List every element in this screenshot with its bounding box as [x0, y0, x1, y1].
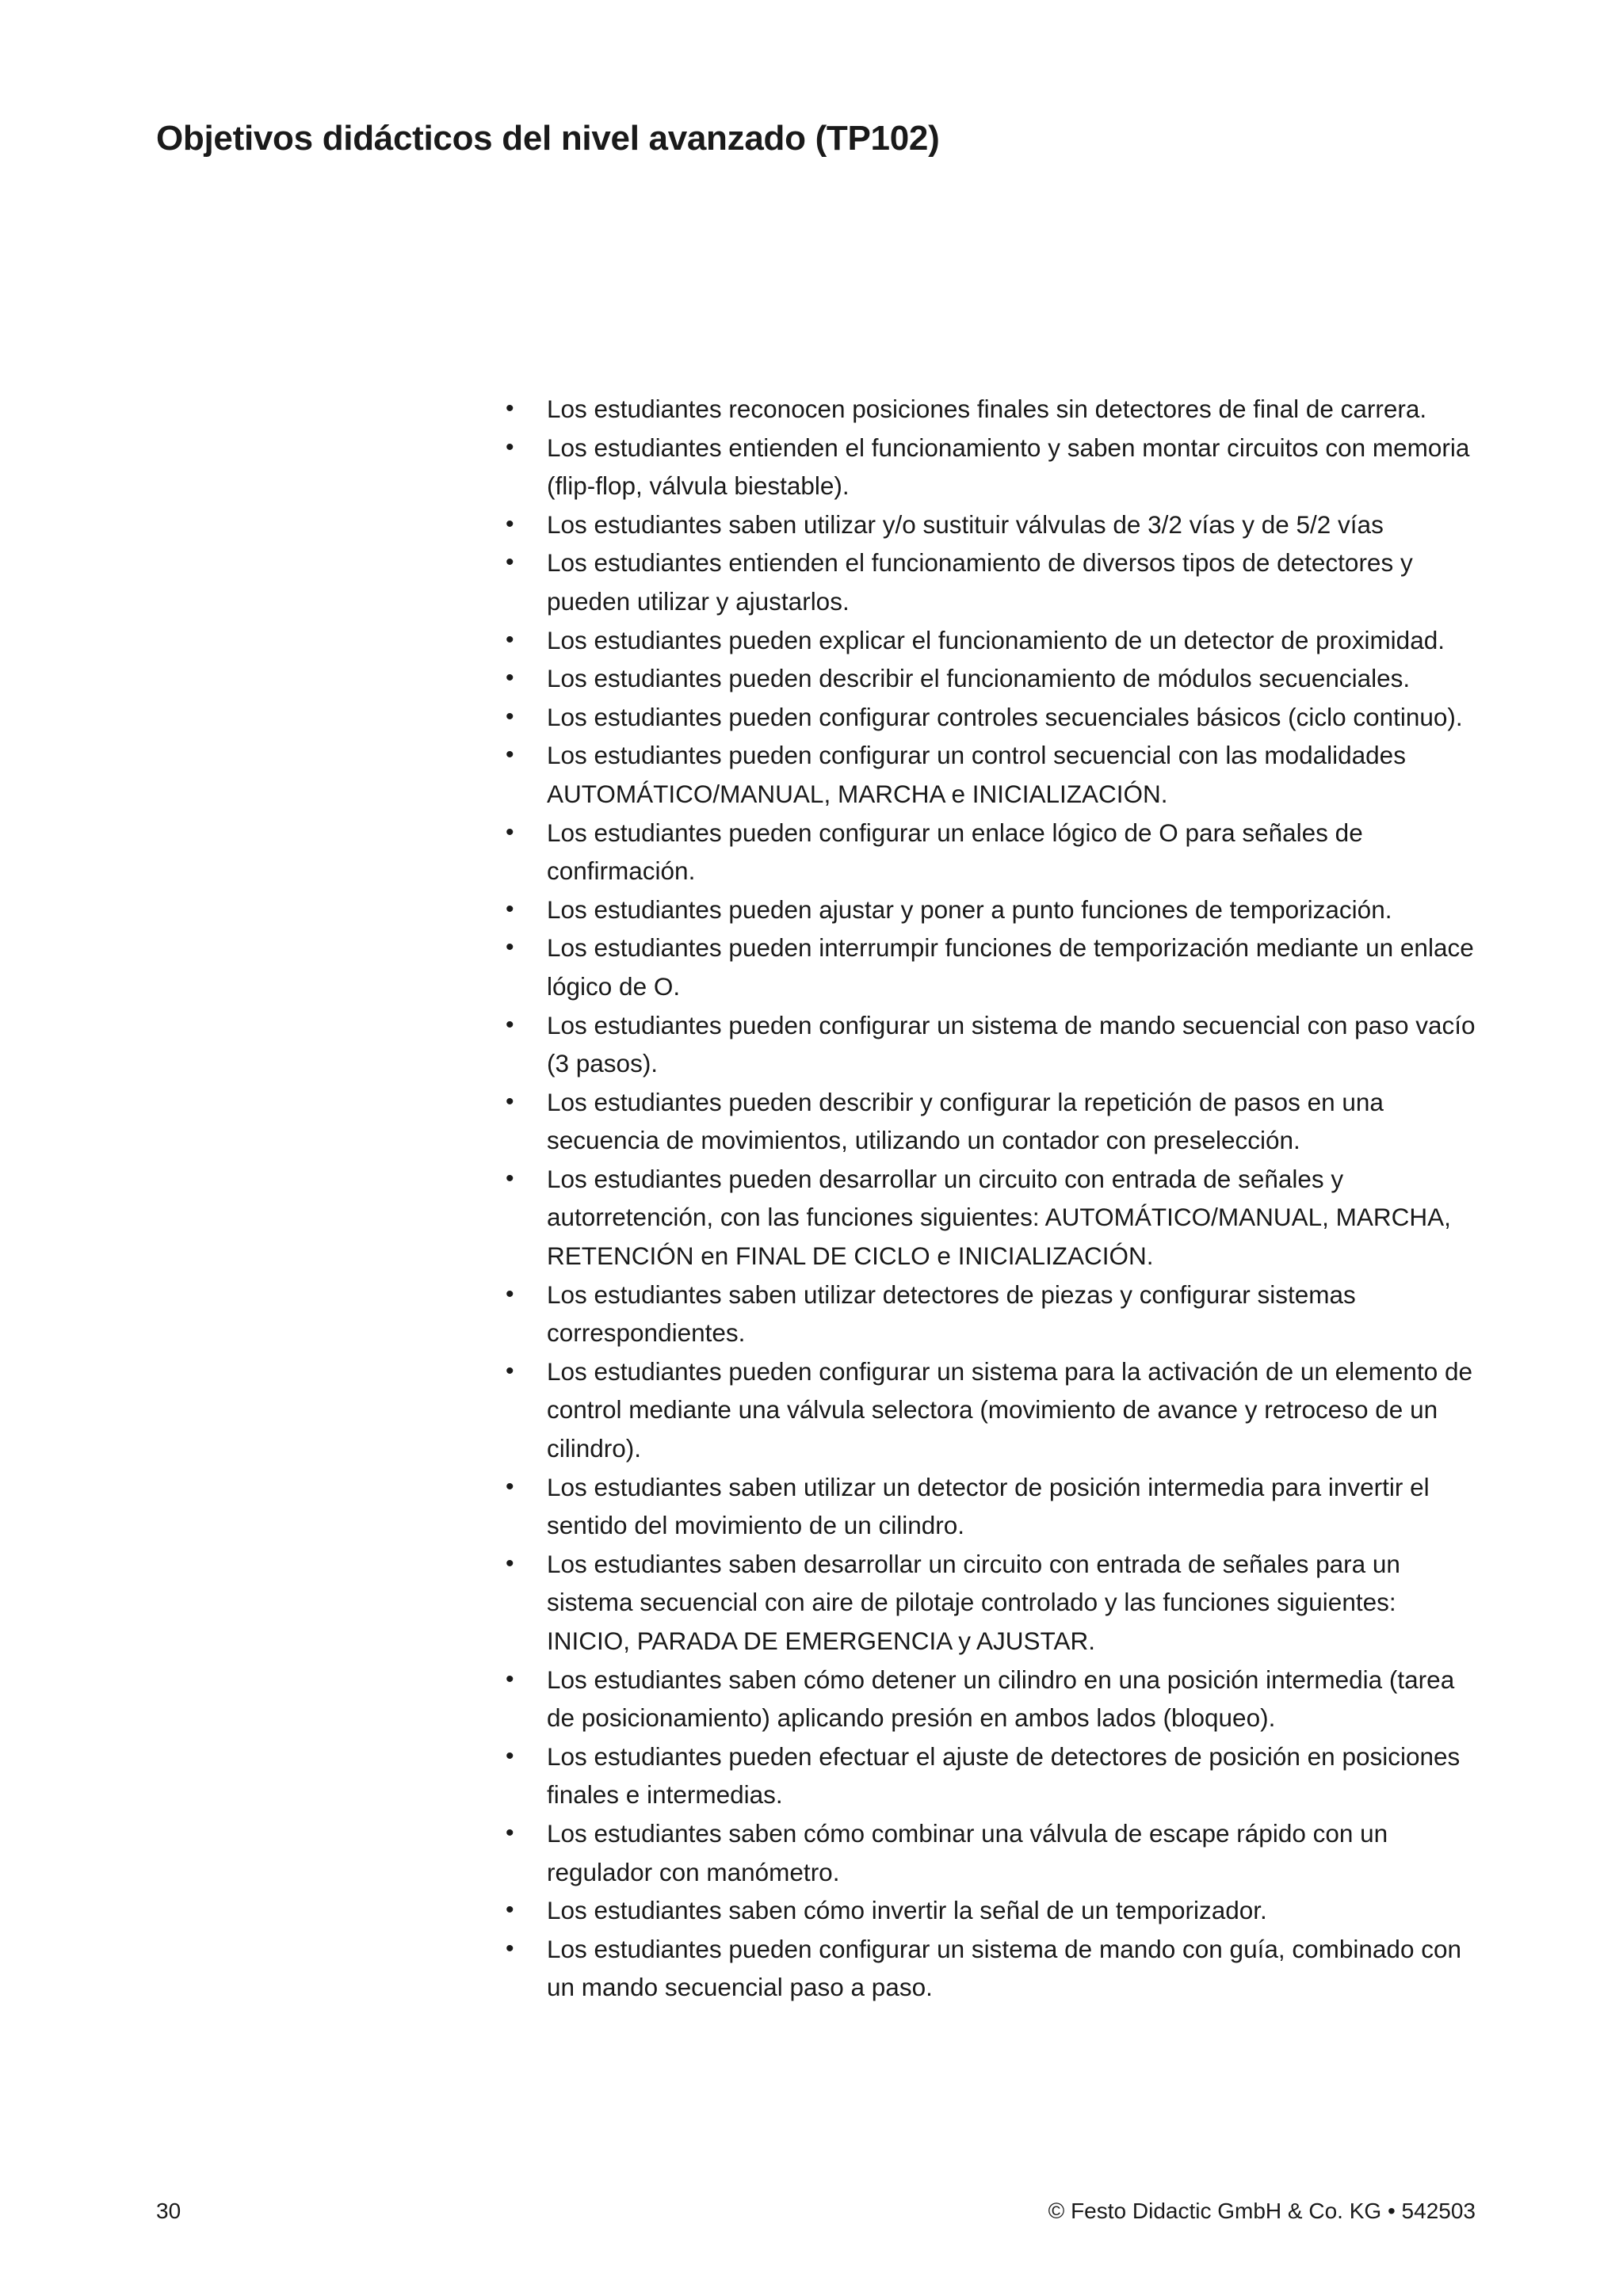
objective-text: Los estudiantes pueden explicar el funcionamiento de un detector de proximidad. [547, 625, 1445, 654]
objective-item [506, 1160, 1480, 1276]
bullet-icon: • [506, 1088, 514, 1115]
objective-text: Los estudiantes saben cómo combinar una válvula de escape rápido con un regulador con manómetro. [547, 1818, 1388, 1886]
objective-item [506, 1737, 1480, 1814]
objective-item [506, 1814, 1480, 1891]
objective-item [506, 1083, 1480, 1160]
objective-item [506, 1276, 1480, 1352]
objective-item [506, 429, 1480, 505]
objective-item [506, 1468, 1480, 1545]
bullet-icon: • [506, 1357, 514, 1384]
objective-text: Los estudiantes pueden configurar un enlace lógico de O para señales de confirmación. [547, 818, 1363, 886]
bullet-icon: • [506, 934, 514, 961]
objective-text: Los estudiantes pueden describir y configurar la repetición de pasos en una secuencia de movimientos, utilizando un contador con preselección. [547, 1087, 1384, 1155]
page-title: Objetivos didácticos del nivel avanzado (TP102) [156, 119, 940, 158]
objective-text: Los estudiantes pueden configurar un sistema para la activación de un elemento de control mediante una válvula selectora (movimiento de avance y retroceso de un cilindro). [547, 1356, 1473, 1463]
objective-text: Los estudiantes entienden el funcionamiento y saben montar circuitos con memoria (flip-flop, válvula biestable). [547, 433, 1470, 501]
bullet-icon: • [506, 1742, 514, 1769]
objective-item [506, 1352, 1480, 1468]
objective-item [506, 736, 1480, 813]
bullet-icon: • [506, 626, 514, 653]
objective-item [506, 1930, 1480, 2007]
objective-text: Los estudiantes pueden configurar un control secuencial con las modalidades AUTOMÁTICO/MANUAL, MARCHA e INICIALIZACIÓN. [547, 741, 1406, 808]
objective-text: Los estudiantes pueden interrumpir funciones de temporización mediante un enlace lógico de O. [547, 933, 1474, 1001]
objective-item [506, 698, 1480, 737]
objective-item [506, 390, 1480, 429]
bullet-icon: • [506, 665, 514, 692]
bullet-icon: • [506, 1550, 514, 1577]
objective-item [506, 1661, 1480, 1737]
objective-text: Los estudiantes saben utilizar un detector de posición intermedia para invertir el sentido del movimiento de un cilindro. [547, 1472, 1430, 1540]
bullet-icon: • [506, 742, 514, 769]
bullet-icon: • [506, 433, 514, 460]
objective-text: Los estudiantes pueden describir el funcionamiento de módulos secuenciales. [547, 664, 1411, 693]
bullet-icon: • [506, 703, 514, 730]
objective-text: Los estudiantes pueden desarrollar un circuito con entrada de señales y autorretención, con las funciones siguientes: AUTOMÁTICO/MANUAL, MARCHA, RETENCIÓN en FINAL DE CICLO e INICIALIZACIÓN. [547, 1164, 1451, 1271]
objective-text: Los estudiantes saben desarrollar un circuito con entrada de señales para un sistema secuencial con aire de pilotaje controlado y las funciones siguientes: INICIO, PARADA DE EMERGENCIA y AJUSTAR. [547, 1549, 1400, 1655]
bullet-icon: • [506, 895, 514, 922]
objective-text: Los estudiantes saben utilizar y/o sustituir válvulas de 3/2 vías y de 5/2 vías [547, 509, 1384, 539]
objective-text: Los estudiantes saben utilizar detectores de piezas y configurar sistemas correspondientes. [547, 1280, 1356, 1348]
bullet-icon: • [506, 1819, 514, 1846]
objective-text: Los estudiantes pueden configurar controles secuenciales básicos (ciclo continuo). [547, 702, 1463, 731]
bullet-icon: • [506, 1473, 514, 1500]
bullet-icon: • [506, 1011, 514, 1038]
copyright-notice: © Festo Didactic GmbH & Co. KG • 542503 [1048, 2199, 1476, 2223]
objective-item [506, 1006, 1480, 1083]
objective-item [506, 505, 1480, 544]
objectives-list [506, 390, 1480, 2007]
page-number: 30 [156, 2199, 181, 2223]
objective-item [506, 1891, 1480, 1930]
objective-item [506, 659, 1480, 698]
bullet-icon: • [506, 1935, 514, 1962]
bullet-icon: • [506, 510, 514, 537]
objective-item [506, 621, 1480, 660]
bullet-icon: • [506, 549, 514, 576]
objective-item [506, 891, 1480, 929]
bullet-icon: • [506, 1665, 514, 1692]
objective-text: Los estudiantes saben cómo detener un cilindro en una posición intermedia (tarea de posicionamiento) aplicando presión en ambos lados (bloqueo). [547, 1665, 1455, 1733]
objective-item [506, 814, 1480, 891]
objective-item [506, 543, 1480, 620]
objective-text: Los estudiantes pueden configurar un sistema de mando secuencial con paso vacío (3 pasos). [547, 1010, 1476, 1078]
objective-text: Los estudiantes saben cómo invertir la señal de un temporizador. [547, 1896, 1267, 1925]
objective-text: Los estudiantes pueden configurar un sistema de mando con guía, combinado con un mando secuencial paso a paso. [547, 1934, 1462, 2002]
objective-text: Los estudiantes entienden el funcionamiento de diversos tipos de detectores y pueden utilizar y ajustarlos. [547, 548, 1413, 616]
objective-text: Los estudiantes pueden efectuar el ajuste de detectores de posición en posiciones finales e intermedias. [547, 1741, 1461, 1810]
bullet-icon: • [506, 1165, 514, 1192]
bullet-icon: • [506, 818, 514, 845]
objective-text: Los estudiantes reconocen posiciones finales sin detectores de final de carrera. [547, 395, 1427, 423]
bullet-icon: • [506, 1897, 514, 1924]
objective-item [506, 1545, 1480, 1661]
objective-item [506, 929, 1480, 1005]
bullet-icon: • [506, 1280, 514, 1307]
bullet-icon: • [506, 395, 514, 421]
objective-text: Los estudiantes pueden ajustar y poner a punto funciones de temporización. [547, 894, 1392, 924]
